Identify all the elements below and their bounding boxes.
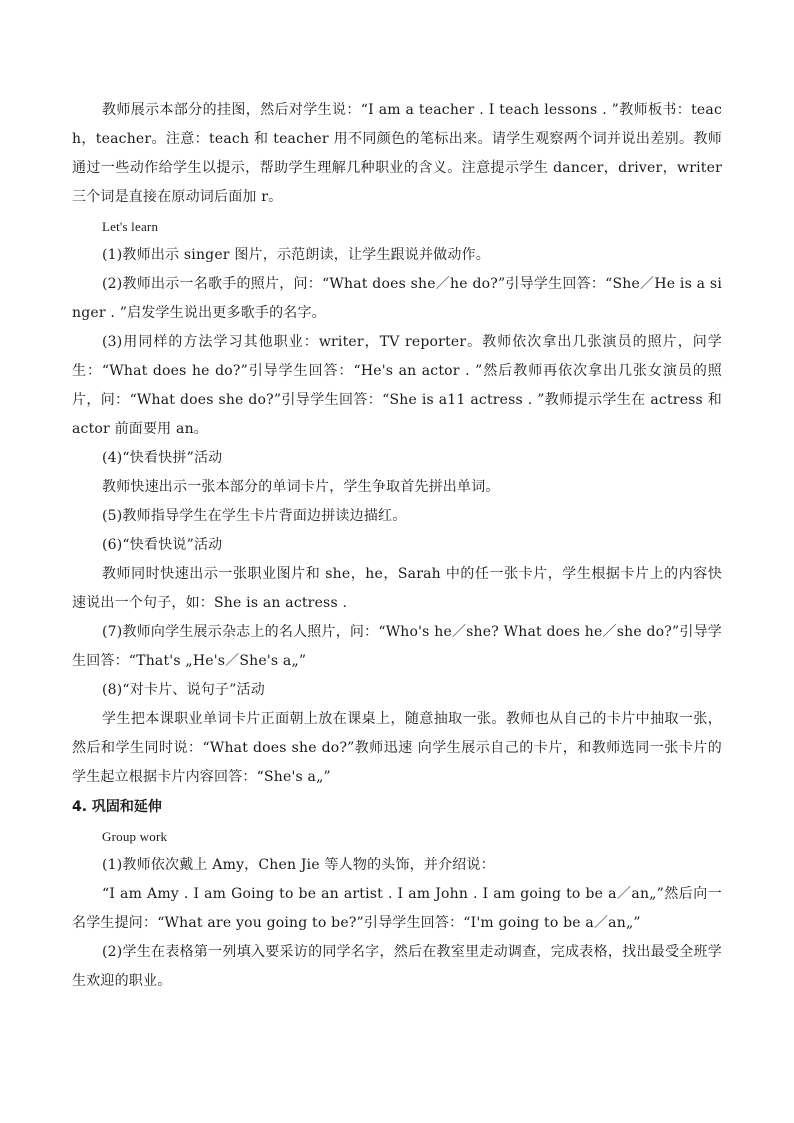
step-4-body: 教师快速出示一张本部分的单词卡片，学生争取首先拼出单词。 — [102, 479, 500, 495]
step-1: (1)教师出示 singer 图片，示范朗读，让学生跟说并做动作。 — [102, 247, 490, 263]
group-step-2: (2)学生在表格第一列填入要采访的同学名字，然后在教室里走动调查，完成表格，找出最受全班学生欢迎的职业。 — [72, 944, 722, 989]
step-8-title: (8)“对卡片、说句子”活动 — [102, 682, 265, 698]
step-7: (7)教师向学生展示杂志上的名人照片，问：“Who's he／she? What does he／she do?”引导学生回答：“That's „He's／She's a„” — [72, 624, 722, 669]
step-2: (2)教师出示一名歌手的照片，问：“What does she／he do?”引导学生回答：“She／He is a singer . ”启发学生说出更多歌手的名字。 — [72, 276, 722, 321]
step-6-body: 教师同时快速出示一张职业图片和 she，he，Sarah 中的任一张卡片，学生根据卡片上的内容快速说出一个句子，如：She is an actress . — [72, 566, 722, 611]
step-6-title: (6)“快看快说”活动 — [102, 537, 223, 553]
step-5: (5)教师指导学生在学生卡片背面边拼读边描红。 — [102, 508, 407, 524]
document-body — [72, 96, 722, 996]
group-step-1-dialogue: “I am Amy . I am Going to be an artist . I am John . I am going to be a／an„”然后向一名学生提问：“What are you going to be?”引导学生回答：“I'm going to be a／an„” — [72, 886, 722, 931]
subheading-lets-learn: Let's learn — [102, 219, 159, 234]
subheading-group-work: Group work — [102, 829, 168, 844]
paragraph-intro: 教师展示本部分的挂图，然后对学生说：“I am a teacher . I teach lessons . ”教师板书：teach，teacher。注意：teach 和 teacher 用不同颜色的笔标出来。请学生观察两个词并说出差别。教师通过一些动作给学生以提示，帮助学生理解几种职业的含义。注意提示学生 dancer，driver，writer 三个词是直接在原动词后面加 r。 — [72, 102, 722, 205]
step-4-title: (4)“快看快拼”活动 — [102, 450, 223, 466]
step-3: (3)用同样的方法学习其他职业：writer，TV reporter。教师依次拿出几张演员的照片，问学生：“What does he do?”引导学生回答：“He's an actor . ”然后教师再依次拿出几张女演员的照片，问：“What does she do?”引导学生回答：“She is a11 actress . ”教师提示学生在 actress 和 actor 前面要用 an。 — [72, 334, 722, 437]
group-step-1: (1)教师依次戴上 Amy，Chen Jie 等人物的头饰，并介绍说： — [102, 857, 495, 873]
section-heading: 4. 巩固和延伸 — [72, 799, 162, 815]
step-8-body: 学生把本课职业单词卡片正面朝上放在课桌上，随意抽取一张。教师也从自己的卡片中抽取一张，然后和学生同时说：“What does she do?”教师迅速 向学生展示自己的卡片，和教师选同一张卡片的学生起立根据卡片内容回答：“She's a„” — [72, 711, 722, 785]
